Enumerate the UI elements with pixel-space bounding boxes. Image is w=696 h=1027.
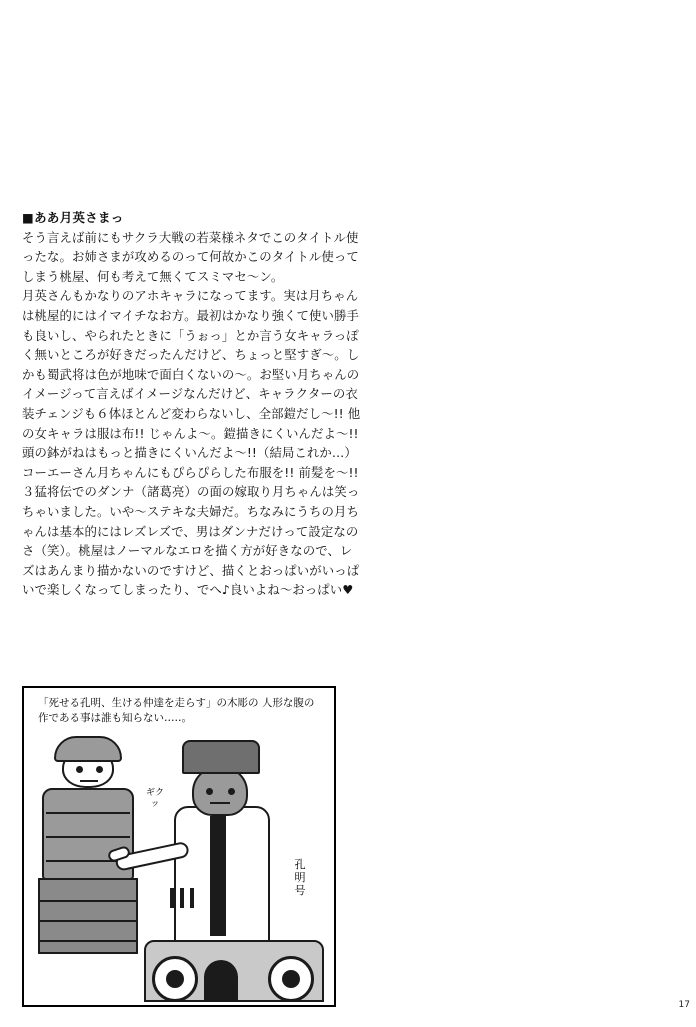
cart-wheel-left-hub <box>166 970 184 988</box>
cart-arch <box>204 960 238 1002</box>
armored-figure-mouth <box>80 780 98 782</box>
motion-line-3 <box>190 888 194 908</box>
article-paragraph-2: 月英さんもかなりのアホキャラになってます。実は月ちゃんは桃屋的にはイマイチなお方。最初はかなり強くて使い勝手も良いし、やられたときに「うぉっ」とか言う女キャラっぽく無いところが好きだったんだけど、ちょっと堅すぎ〜。しかも蜀武将は色が地味で面白くないの〜。お堅い月ちゃんのイメージって言えばイメージなんだけど、キャラクターの衣装チェンジも６体ほとんど変わらないし、全部鎧だし〜!! 他の女キャラは服は布!! じゃんよ〜。鎧描きにくいんだよ〜!! 頭の鉢がねはもっと描きにくいんだよ〜!!（結局これか…）コーエーさん月ちゃんにもぴらぴらした布服を!! 前髪を〜!! <box>22 288 361 480</box>
sfx-giku: ギクッ <box>146 788 165 809</box>
skirt-stripe-3 <box>40 940 136 942</box>
armored-figure-helmet <box>54 736 122 762</box>
article-heading: ■ああ月英さまっ <box>22 210 124 225</box>
armored-figure-eye-right <box>96 766 103 773</box>
skirt-stripe-1 <box>40 900 136 902</box>
armored-figure-skirt <box>38 878 138 954</box>
seated-figure-eye-right <box>228 788 235 795</box>
label-koumei-go: 孔明号 <box>294 858 306 897</box>
article-paragraph-1: そう言えば前にもサクラ大戦の若菜様ネタでこのタイトル使ったな。お姉さまが攻めるのって何故かこのタイトル使ってしまう桃屋、何も考えて無くてスミマセ〜ン。 <box>22 229 359 284</box>
seated-figure-mouth <box>210 802 230 804</box>
article-text <box>22 208 362 600</box>
body-stripe-1 <box>46 812 130 814</box>
motion-line-2 <box>180 888 184 908</box>
body-stripe-2 <box>46 836 130 838</box>
page-number: 17 <box>678 1000 690 1010</box>
seated-figure-eye-left <box>206 788 213 795</box>
cart-wheel-right-hub <box>282 970 300 988</box>
skirt-stripe-2 <box>40 920 136 922</box>
armored-figure-eye-left <box>76 766 83 773</box>
seated-figure-sash <box>210 816 226 936</box>
article-paragraph-3: ３猛将伝でのダンナ（諸葛亮）の面の嫁取り月ちゃんは笑っちゃいました。いや〜ステキな夫婦だ。ちなみにうちの月ちゃんは基本的にはレズレズで、男はダンナだけって設定なのさ（笑）。桃屋はノーマルなエロを描く方が好きなので、レズはあんまり描かないのですけど、描くとおっぱいがいっぱいで楽しくなってしまったり、でへ♪良いよね〜おっぱい♥ <box>22 484 360 598</box>
comic-caption: 「死せる孔明、生ける仲達を走らす」の木彫の 人形な腹の作である事は誰も知らない…‥。 <box>38 697 315 724</box>
seated-figure-hat <box>182 740 260 774</box>
comic-panel <box>22 686 336 1007</box>
motion-line-1 <box>170 888 174 908</box>
